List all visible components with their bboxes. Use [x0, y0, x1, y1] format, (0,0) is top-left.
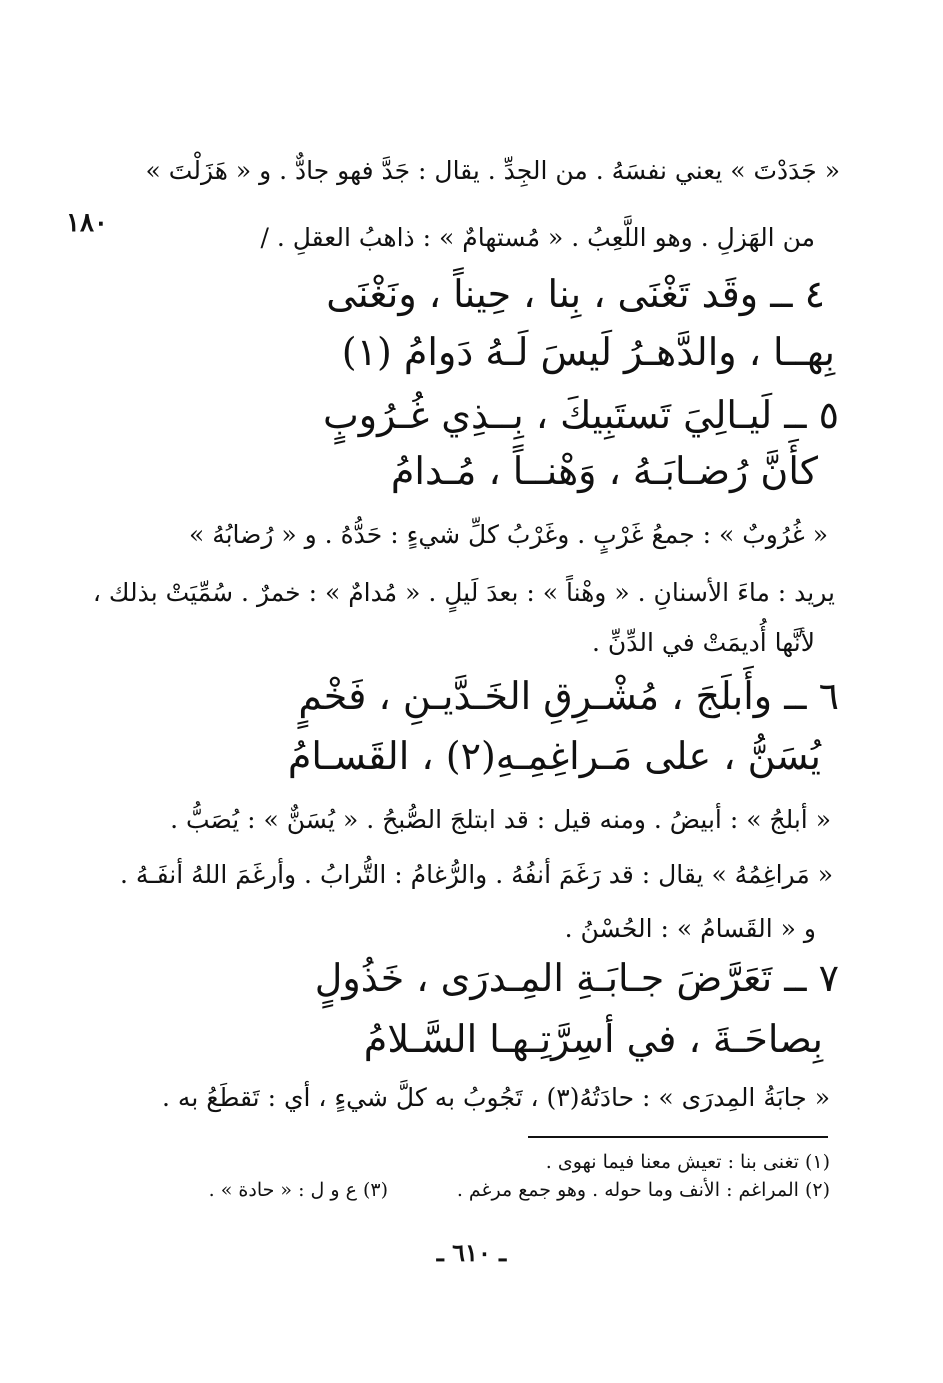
verse-line: كأَنَّ رُضـابَـهُ ، وَهْنــاً ، مُـدامُ — [390, 449, 818, 493]
commentary-line: من الهَزلِ . وهو اللَّعِبُ . « مُستهامٌ » : ذاهبُ العقلِ . / — [260, 223, 815, 252]
verse-line: بِهــا ، والدَّهـرُ لَيسَ لَـهُ دَوامُ (١) — [341, 330, 835, 374]
commentary-line: « جابَةُ المِدرَى » : حادَتُهُ(٣) ، تَجُوبُ به كلَّ شيءٍ ، أي : تَقطَعُ به . — [162, 1083, 830, 1112]
verse-line: ٤ ــ وقَد تَغْنَى ، بِنا ، حِيناً ، ونَغْنَى — [326, 272, 825, 316]
footnote: (٣) ع و ل : « حادة » . — [208, 1179, 388, 1201]
verse-line: ٥ ــ لَيـالِيَ تَستَبِيكَ ، بِــذِي غُـرُوبٍ — [323, 393, 839, 437]
commentary-line: يريد : ماءَ الأسنانِ . « وهْناً » : بعدَ لَيلٍ . « مُدامٌ » : خمرٌ . سُمِّيَتْ بذلك ، — [92, 578, 835, 607]
footnote: (٢) المراغم : الأنف وما حوله . وهو جمع مرغم . — [456, 1179, 830, 1201]
page-number: ـ ٦١٠ ـ — [436, 1238, 507, 1267]
footnote: (١) تغنى بنا : تعيش معنا فيما نهوى . — [545, 1151, 830, 1173]
commentary-line: « غُرُوبٌ » : جمعُ غَرْبٍ . وغَرْبُ كلِّ شيءٍ : حَدُّهُ . و « رُضابُهُ » — [188, 520, 828, 549]
footnote-separator — [528, 1136, 828, 1138]
commentary-line: و « القَسامُ » : الحُسْنُ . — [564, 914, 816, 943]
commentary-line: « أبلجُ » : أبيضُ . ومنه قيل : قد ابتلجَ الصُّبحُ . « يُسَنٌّ » : يُصَبُّ . — [170, 805, 831, 834]
verse-line: يُسَنُّ ، على مَـراغِمِـهِ(٢) ، القَسـامُ — [287, 734, 821, 778]
commentary-line: « جَدَدْتَ » يعني نفسَهُ . من الجِدِّ . يقال : جَدَّ فهو جادٌّ . و « هَزَلْتَ » — [145, 156, 840, 185]
commentary-line: « مَراغِمُهُ » يقال : قد رَغَمَ أنفُهُ . والرُّغامُ : التُّرابُ . وأرغَمَ اللهُ أنفَـهُ . — [120, 860, 833, 889]
verse-line: ٧ ــ تَعَرَّضَ جـابَـةِ المِـدرَى ، خَذُولٍ — [314, 956, 839, 1000]
margin-page-number: ١٨٠ — [66, 208, 108, 238]
verse-line: بِصاحَـةَ ، في أسِرَّتِـهـا السَّـلامُ — [363, 1017, 823, 1061]
commentary-line: لأنَّها أُديمَتْ في الدِّنِّ . — [592, 628, 815, 657]
verse-line: ٦ ــ وأَبلَجَ ، مُشْـرِقِ الخَـدَّيـنِ ، فَخْمٍ — [298, 674, 839, 718]
